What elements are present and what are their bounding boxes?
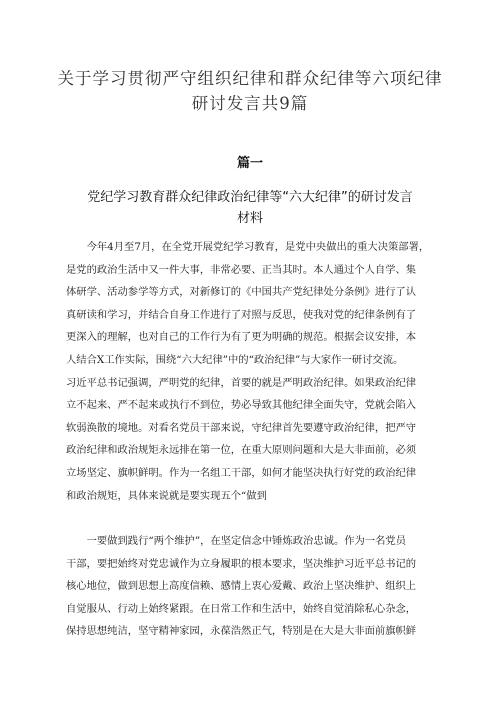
paragraph-line: 立不起来、严不起来或执行不到位，势必导致其他纪律全面失守，党就会陷入 — [66, 399, 417, 412]
section-title — [60, 187, 440, 229]
document-title-line-1: 关于学习贯彻严守组织纪律和群众纪律等六项纪律 — [57, 69, 443, 88]
paragraph-line: 今年4月至7月，在全党开展党纪学习教育，是党中央做出的重大决策部署， — [66, 241, 430, 253]
paragraph-line: 人结合X工作实际，围绕“六大纪律”中的“政治纪律”与大家作一研讨交流。 — [66, 353, 404, 366]
paragraph-line: 和政治规矩，具体来说就是要实现五个“做到 — [66, 489, 267, 502]
paragraph-line: 更深入的理解，也对自己的工作行为有了更为明确的规范。根据会议安排，本 — [66, 331, 417, 344]
paragraph-1 — [66, 236, 436, 507]
paragraph-line: 一要做到践行“两个维护”，在坚定信念中锤炼政治忠诚。作为一名党员 — [66, 535, 407, 547]
paragraph-line: 自觉服从、行动上始终紧跟。在日常工作和生活中，始终自觉消除私心杂念， — [66, 602, 417, 615]
paragraph-line: 干部，要把始终对党忠诚作为立身履职的根本要求，坚决维护习近平总书记的 — [66, 557, 417, 570]
document-title-line-2: 研讨发言共9篇 — [191, 94, 309, 113]
section-title-line-2: 材料 — [236, 211, 263, 226]
part-label: 篇一 — [236, 156, 263, 171]
paragraph-line: 体研学、活动参学等方式，对新修订的《中国共产党纪律处分条例》进行了认 — [66, 286, 417, 299]
paragraph-line: 习近平总书记强调，严明党的纪律，首要的就是严明政治纪律。如果政治纪律 — [66, 376, 417, 389]
section-title-line-1: 党纪学习教育群众纪律政治纪律等“六大纪律”的研讨发言 — [87, 190, 413, 205]
paragraph-line: 真研读和学习，并结合自身工作进行了对照与反思，使我对党的纪律条例有了 — [66, 308, 417, 321]
paragraph-line: 软弱涣散的境地。对看名党员干部来说，守纪律首先要遵守政治纪律，把严守 — [66, 421, 417, 434]
paragraph-line: 核心地位，做到思想上高度信赖、感情上衷心爱戴、政治上坚决维护、组织上 — [66, 580, 417, 593]
paragraph-line: 立场坚定、旗帜鲜明。作为一名组工干部，如何才能坚决执行好党的政治纪律 — [66, 466, 417, 479]
paragraph-line: 保持思想纯洁，坚守精神家园，永葆浩然正气，特别是在大是大非面前旗帜鲜 — [66, 625, 417, 638]
paragraph-2 — [66, 530, 436, 643]
paragraph-line: 政治纪律和政治规矩永远排在第一位，在重大原则问题和大是大非面前，必须 — [66, 444, 417, 457]
paragraph-line: 是党的政治生活中又一件大事，非常必要、正当其时。本人通过个人自学、集 — [66, 263, 417, 276]
document-title — [40, 66, 460, 116]
